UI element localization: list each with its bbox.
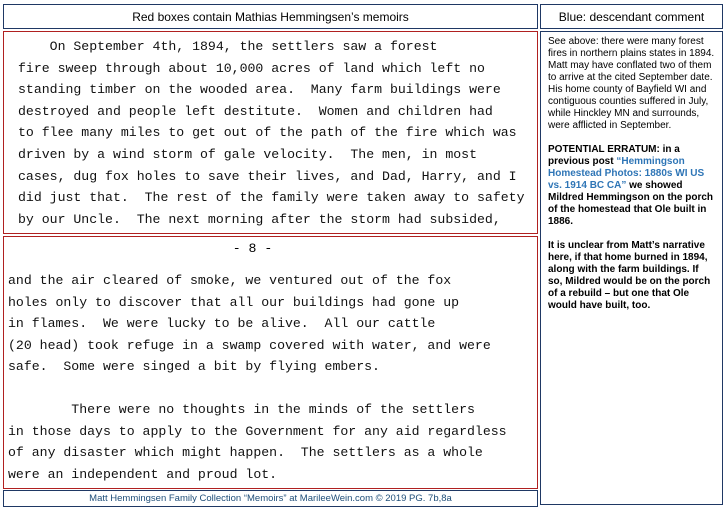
page-number: - 8 - [232, 241, 273, 256]
memoir-line: (20 head) took refuge in a swamp covered with water, and were [8, 337, 491, 353]
memoir-line: in those days to apply to the Government for any aid regardless [8, 423, 507, 439]
memoir-line: and the air cleared of smoke, we ventured out of the fox [8, 273, 452, 288]
memoir-line: cases, dug fox holes to save their lives, and Dad, Harry, and I [18, 168, 517, 184]
memoir-line: standing timber on the wooded area. Many farm buildings were [18, 82, 501, 98]
copyright-footer [3, 490, 538, 507]
comment-legend-header [540, 4, 723, 29]
memoir-page-8a [3, 236, 538, 489]
memoir-legend-header [3, 4, 538, 29]
descendant-comment [540, 31, 723, 505]
memoir-line: There were no thoughts in the minds of the settlers [8, 401, 475, 417]
erratum-detail: we showed Mildred Hemmingson on the porch of the homestead that Ole built in 1886. [548, 180, 714, 227]
previous-post-link[interactable]: “Hemmingson Homestead Photos: 1880s WI US vs. 1914 BC CA” [548, 156, 705, 191]
memoir-line: did just that. The rest of the family were taken away to safety [18, 190, 525, 206]
memoir-line: driven by a wind storm of gale velocity. The men, in most [18, 146, 477, 162]
memoir-line: to flee many miles to get out of the path of the fire which was [18, 125, 517, 141]
memoir-top-text [18, 36, 527, 230]
memoir-line: fire sweep through about 10,000 acres of land which left no [18, 60, 485, 76]
memoir-line: of any disaster which might happen. The settlers as a whole [8, 445, 483, 461]
memoir-bottom-para2 [8, 399, 527, 485]
memoir-line: On September 4th, 1894, the settlers saw a forest [18, 39, 438, 54]
memoir-line: in flames. We were lucky to be alive. All our cattle [8, 316, 436, 332]
comment-paragraph-rebuild: It is unclear from Matt’s narrative here, if that home burned in 1894, along with the farm buildings. If so, Mildred would be on the porch of a rebuild – but one that Ole would have built, too. [548, 240, 711, 311]
memoir-page-7b [3, 31, 538, 234]
memoir-line: by our Uncle. The next morning after the storm had subsided, [18, 211, 501, 227]
memoir-bottom-para1 [8, 270, 527, 378]
erratum-label: POTENTIAL ERRATUM: [548, 144, 660, 155]
memoir-line: destroyed and people left destitute. Women and children had [18, 103, 493, 119]
memoir-line: holes only to discover that all our buildings had gone up [8, 294, 460, 310]
memoir-line: safe. Some were singed a bit by flying embers. [8, 359, 380, 375]
comment-paragraph-fires: See above: there were many forest fires in northern plains states in 1894. Matt may have conflated two of them to arrive at the cited September date. His home county of Bayfield WI and contiguous counties suffered in July, while Hinckley MN and surrounds, were afflicted in September. [548, 36, 715, 131]
erratum-intro: in a previous post [548, 144, 680, 167]
footer-text: Matt Hemmingsen Family Collection “Memoirs” at MarileeWein.com © 2019 PG. 7b,8a [89, 493, 452, 504]
memoir-legend-text: Red boxes contain Mathias Hemmingsen’s memoirs [132, 9, 409, 24]
memoir-line: were an independent and proud lot. [8, 466, 278, 482]
comment-paragraph-erratum [548, 144, 715, 228]
comment-legend-text: Blue: descendant comment [558, 9, 705, 24]
